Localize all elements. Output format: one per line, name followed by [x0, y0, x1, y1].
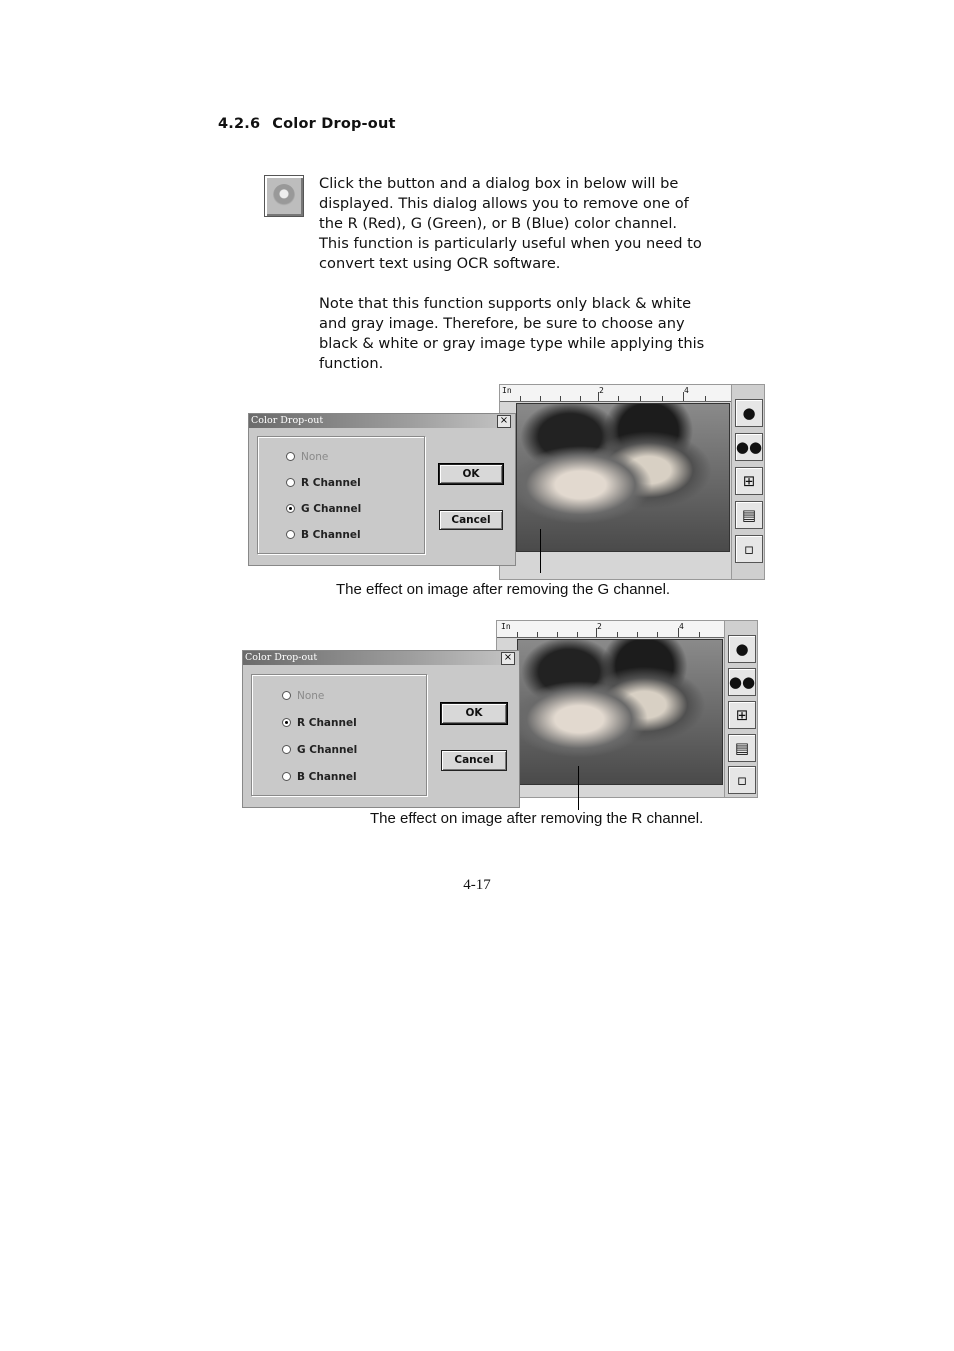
note-line: Note that this function supports only black & white — [319, 295, 692, 312]
toolbar — [724, 621, 757, 797]
image-preview — [499, 384, 765, 580]
note-line: black & white or gray image type while applying this — [319, 335, 705, 352]
image-preview — [496, 620, 758, 798]
crop-icon[interactable]: ⊞ — [728, 701, 756, 729]
ruler-unit: In — [501, 622, 511, 631]
ruler — [497, 621, 725, 638]
caption-r-channel: The effect on image after removing the R channel. — [370, 810, 704, 827]
close-icon[interactable]: × — [501, 652, 515, 665]
portrait-icon[interactable]: ● — [735, 399, 763, 427]
ok-button[interactable]: OK — [441, 703, 507, 724]
text-doc-icon[interactable]: ▤ — [735, 501, 763, 529]
radio-none[interactable]: None — [282, 690, 324, 702]
radio-b-channel[interactable]: B Channel — [286, 529, 361, 541]
pointer-line — [578, 766, 579, 810]
pointer-line — [540, 529, 541, 573]
photo — [516, 403, 730, 552]
close-icon[interactable]: × — [497, 415, 511, 428]
section-title: Color Drop-out — [272, 116, 396, 132]
radio-r-channel[interactable]: R Channel — [282, 717, 357, 729]
page-number: 4-17 — [463, 877, 491, 893]
note-paragraph — [319, 294, 719, 374]
dialog-title: Color Drop-out — [243, 651, 519, 665]
figure-g-channel — [248, 383, 768, 583]
note-line: function. — [319, 355, 384, 372]
color-dropout-icon[interactable] — [264, 175, 304, 217]
group-icon[interactable]: ●● — [728, 668, 756, 696]
ruler-mark: 4 — [684, 386, 689, 395]
dialog-title: Color Drop-out — [249, 414, 515, 428]
toolbar — [731, 385, 764, 579]
ruler-icon[interactable]: ▫ — [728, 766, 756, 794]
radio-b-channel[interactable]: B Channel — [282, 771, 357, 783]
cancel-button[interactable]: Cancel — [439, 510, 503, 530]
color-dropout-dialog — [248, 413, 516, 566]
photo — [517, 639, 723, 785]
section-number: 4.2.6 — [218, 116, 261, 132]
note-line: and gray image. Therefore, be sure to choose any — [319, 315, 685, 332]
figure-r-channel — [242, 620, 762, 820]
channel-group — [251, 674, 427, 796]
radio-g-channel[interactable]: G Channel — [286, 503, 361, 515]
caption-g-channel: The effect on image after removing the G channel. — [336, 581, 671, 598]
cancel-button[interactable]: Cancel — [441, 750, 507, 771]
ruler-icon[interactable]: ▫ — [735, 535, 763, 563]
ruler-mark: 2 — [597, 622, 602, 631]
intro-line: This function is particularly useful when you need to — [319, 235, 702, 252]
radio-r-channel[interactable]: R Channel — [286, 477, 361, 489]
ruler — [500, 385, 732, 402]
crop-icon[interactable]: ⊞ — [735, 467, 763, 495]
intro-paragraph — [319, 174, 719, 274]
intro-line: displayed. This dialog allows you to remove one of — [319, 195, 689, 212]
ruler-unit: In — [502, 386, 512, 395]
radio-g-channel[interactable]: G Channel — [282, 744, 357, 756]
portrait-icon[interactable]: ● — [728, 635, 756, 663]
intro-line: Click the button and a dialog box in below will be — [319, 175, 679, 192]
text-doc-icon[interactable]: ▤ — [728, 734, 756, 762]
group-icon[interactable]: ●● — [735, 433, 763, 461]
channel-group — [257, 436, 425, 554]
intro-line: convert text using OCR software. — [319, 255, 561, 272]
ruler-mark: 4 — [679, 622, 684, 631]
ok-button[interactable]: OK — [439, 464, 503, 484]
ruler-mark: 2 — [599, 386, 604, 395]
radio-none[interactable]: None — [286, 451, 328, 463]
section-heading — [218, 116, 396, 132]
color-dropout-dialog — [242, 650, 520, 808]
intro-line: the R (Red), G (Green), or B (Blue) color channel. — [319, 215, 678, 232]
